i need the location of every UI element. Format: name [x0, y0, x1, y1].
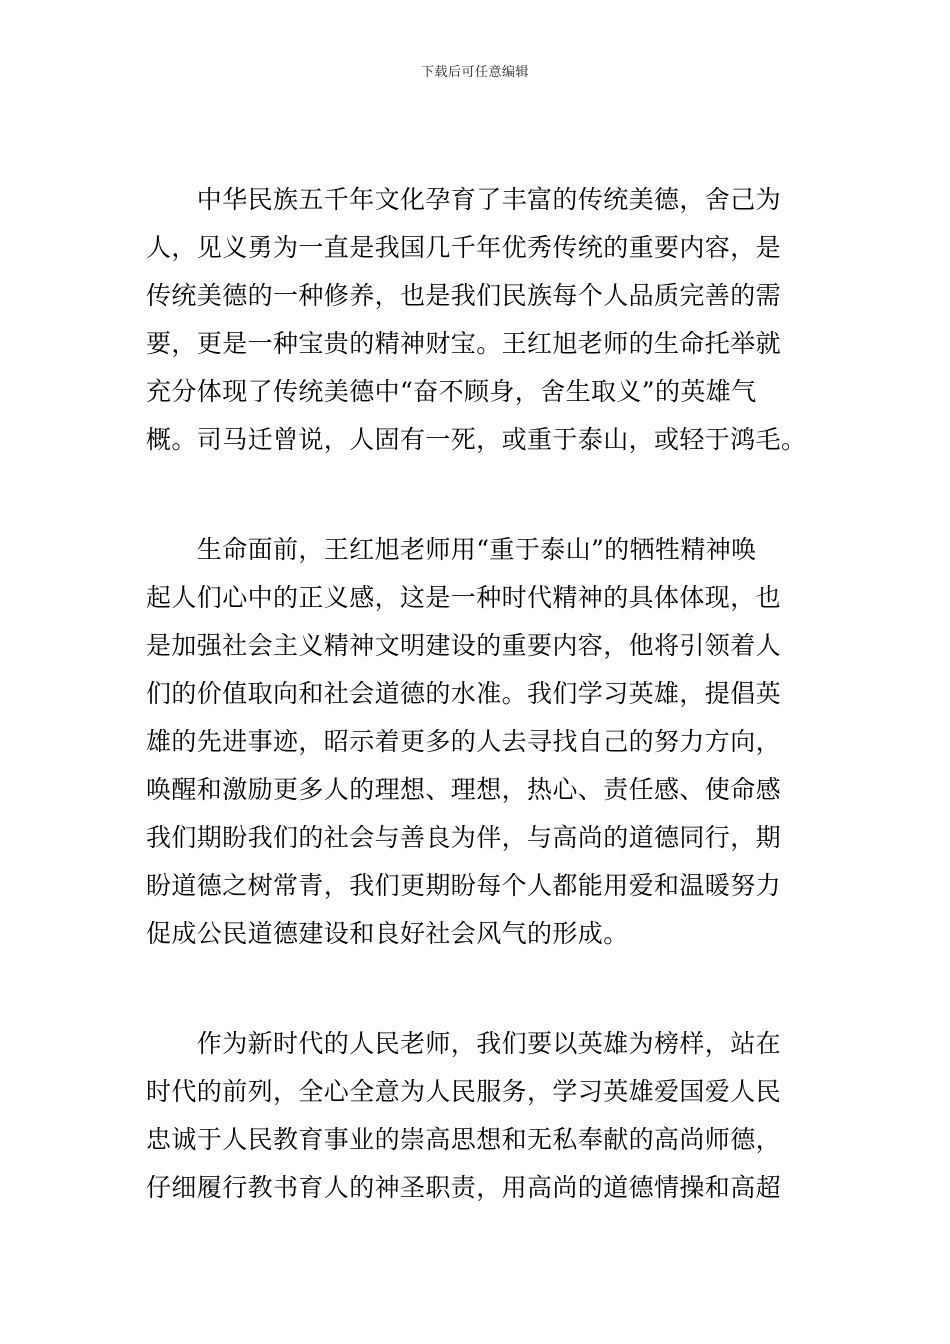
paragraph-line: 们的价值取向和社会道德的水准。我们学习英雄，提倡英: [146, 679, 782, 708]
paragraph-line: 传统美德的一种修养，也是我们民族每个人品质完善的需: [146, 281, 782, 310]
paragraph-line: 生命面前，王红旭老师用“重于泰山”的牺牲精神唤: [146, 535, 757, 564]
paragraph-line: 概。司马迁曾说，人固有一死，或重于泰山，或轻于鸿毛。: [146, 425, 806, 454]
paragraph-line: 我们期盼我们的社会与善良为伴，与高尚的道德同行，期: [146, 823, 782, 852]
paragraph-line: 盼道德之树常青，我们更期盼每个人都能用爱和温暖努力: [146, 871, 782, 900]
paragraph-2: [146, 526, 806, 958]
paragraph-line: 要，更是一种宝贵的精神财宝。王红旭老师的生命托举就: [146, 329, 782, 358]
paragraph-line: 仔细履行教书育人的神圣职责，用高尚的道德情操和高超: [146, 1173, 782, 1202]
paragraph-3: [146, 1020, 806, 1212]
paragraph-line: 中华民族五千年文化孕育了丰富的传统美德，舍己为: [146, 185, 782, 214]
paragraph-line: 起人们心中的正义感，这是一种时代精神的具体体现，也: [146, 583, 782, 612]
paragraph-line: 忠诚于人民教育事业的崇高思想和无私奉献的高尚师德，: [146, 1125, 782, 1154]
paragraph-line: 是加强社会主义精神文明建设的重要内容，他将引领着人: [146, 631, 782, 660]
paragraph-line: 时代的前列，全心全意为人民服务，学习英雄爱国爱人民: [146, 1077, 782, 1106]
paragraph-line: 雄的先进事迹，昭示着更多的人去寻找自己的努力方向，: [146, 727, 782, 756]
paragraph-line: 作为新时代的人民老师，我们要以英雄为榜样，站在: [146, 1029, 782, 1058]
paragraph-line: 促成公民道德建设和良好社会风气的形成。: [146, 919, 629, 948]
paragraph-line: 充分体现了传统美德中“奋不顾身，舍生取义”的英雄气: [146, 377, 757, 406]
page-header: 下载后可任意编辑: [420, 65, 529, 80]
paragraph-line: 人，见义勇为一直是我国几千年优秀传统的重要内容，是: [146, 233, 782, 262]
paragraph-1: [146, 176, 806, 464]
paragraph-line: 唤醒和激励更多人的理想、理想，热心、责任感、使命感: [146, 775, 782, 804]
